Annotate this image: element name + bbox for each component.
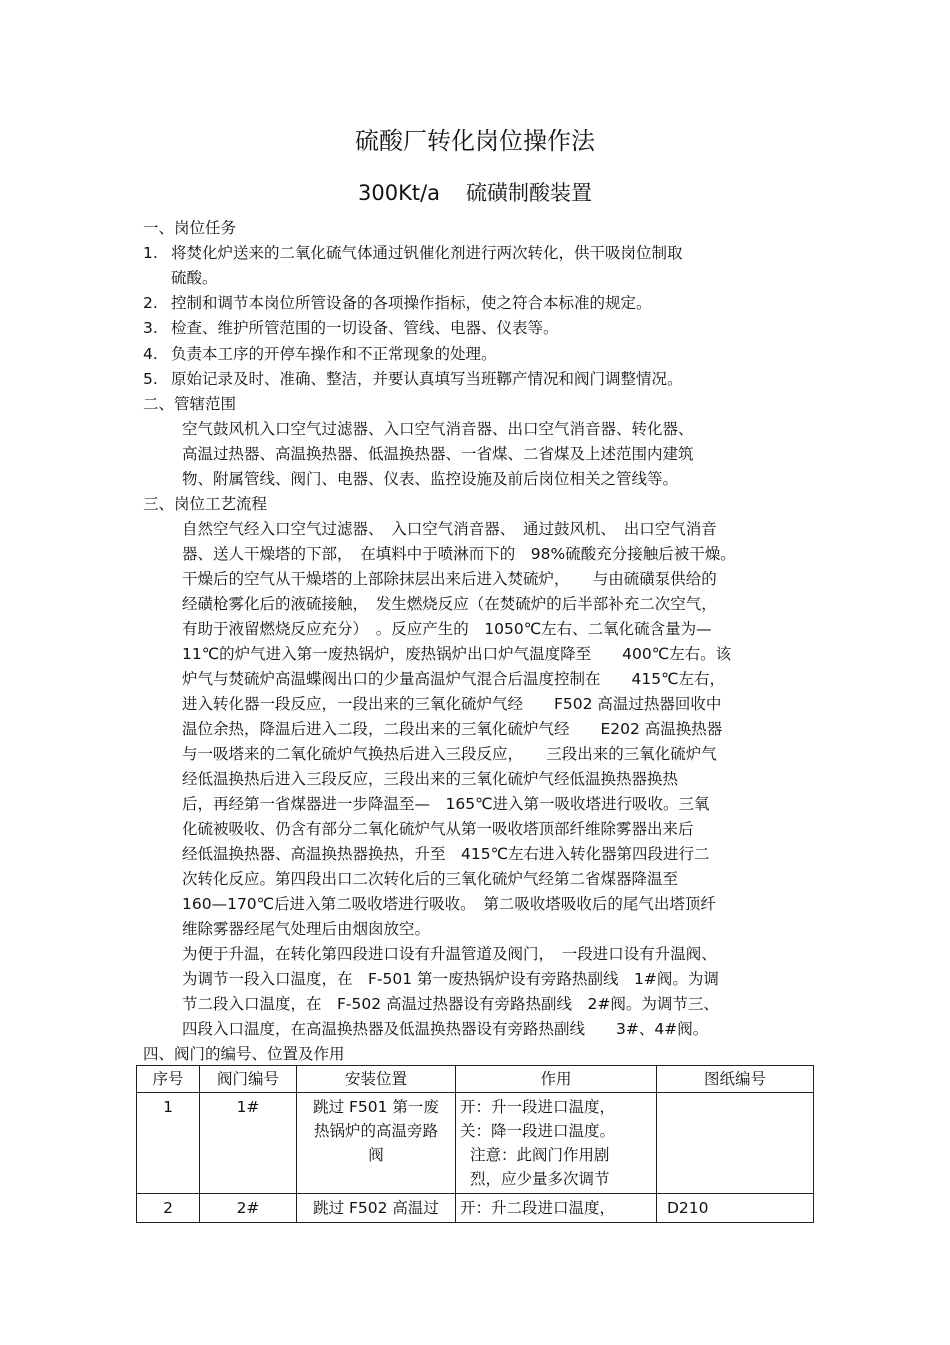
table-cell-location	[297, 1093, 456, 1194]
section-2-line: 高温过热器、高温换热器、低温换热器、一省煤、二省煤及上述范围内建筑	[182, 445, 694, 463]
item-text: 控制和调节本岗位所管设备的各项操作指标，使之符合本标准的规定。	[171, 294, 652, 312]
item-number: 4.	[143, 345, 158, 363]
section-3-line: 四段入口温度，在高温换热器及低温换热器设有旁路热副线 3#、4#阀。	[182, 1020, 709, 1038]
table-cell-function	[456, 1093, 657, 1194]
section-1-item-2	[143, 293, 652, 313]
section-3-line: 干燥后的空气从干燥塔的上部除抹层出来后进入焚硫炉， 与由硫磺泵供给的	[182, 570, 717, 588]
table-cell-seq: 1	[137, 1093, 200, 1194]
table-header-cell: 安装位置	[297, 1066, 456, 1093]
cell-line: D210	[667, 1199, 709, 1217]
table-cell-valve: 2#	[200, 1194, 297, 1223]
item-number: 3.	[143, 319, 158, 337]
table-header-cell: 作用	[456, 1066, 657, 1093]
item-number: 5.	[143, 370, 158, 388]
table-cell-drawing	[657, 1093, 814, 1194]
section-3-line: 进入转化器一段反应，一段出来的三氧化硫炉气经 F502 高温过热器回收中	[182, 695, 722, 713]
section-3-line: 经低温换热后进入三段反应，三段出来的三氧化硫炉气经低温换热器换热	[182, 770, 679, 788]
cell-line: 阀	[368, 1146, 384, 1164]
item-number: 2.	[143, 294, 158, 312]
section-1-item-1-cont: 硫酸。	[171, 269, 218, 287]
section-2-line: 物、附属管线、阀门、电器、仪表、监控设施及前后岗位相关之管线等。	[182, 470, 679, 488]
section-3-line: 160—170℃后进入第二吸收塔进行吸收。 第二吸收塔吸收后的尾气出塔顶纤	[182, 895, 716, 913]
section-1-item-3	[143, 318, 559, 338]
section-1-heading: 一、岗位任务	[143, 219, 237, 237]
cell-line: 烈，应少量多次调节	[470, 1170, 610, 1188]
cell-line: 跳过 F501 第一废	[313, 1098, 439, 1116]
section-1-item-4	[143, 344, 497, 364]
item-text: 负责本工序的开停车操作和不正常现象的处理。	[171, 345, 497, 363]
cell-line: 关：降一段进口温度。	[460, 1122, 616, 1140]
valve-table	[136, 1065, 814, 1223]
cell-line: 跳过 F502 高温过	[313, 1199, 439, 1217]
item-text: 检查、维护所管范围的一切设备、管线、电器、仪表等。	[171, 319, 559, 337]
cell-line: 开：升二段进口温度，	[460, 1199, 616, 1217]
table-row	[137, 1093, 814, 1194]
item-number: 1.	[143, 244, 158, 262]
section-3-line: 11℃的炉气进入第一废热锅炉，废热锅炉出口炉气温度降至 400℃左右。该	[182, 645, 732, 663]
table-header-row	[137, 1066, 814, 1093]
section-3-line: 为调节一段入口温度，在 F-501 第一废热锅炉设有旁路热副线 1#阀。为调	[182, 970, 719, 988]
section-3-line: 与一吸塔来的二氧化硫炉气换热后进入三段反应， 三段出来的三氧化硫炉气	[182, 745, 717, 763]
table-cell-seq: 2	[137, 1194, 200, 1223]
document-subtitle	[0, 178, 950, 208]
table-header-cell: 图纸编号	[657, 1066, 814, 1093]
section-3-line: 经低温换热器、高温换热器换热，升至 415℃左右进入转化器第四段进行二	[182, 845, 710, 863]
section-3-line: 炉气与焚硫炉高温蝶阀出口的少量高温炉气混合后温度控制在 415℃左右，	[182, 670, 725, 688]
section-3-line: 经磺枪雾化后的液硫接触， 发生燃烧反应（在焚硫炉的后半部补充二次空气，	[182, 595, 717, 613]
cell-line: 热锅炉的高温旁路	[313, 1122, 438, 1140]
subtitle-name: 硫磺制酸装置	[466, 181, 593, 205]
section-3-line: 有助于液留燃烧反应充分） 。反应产生的 1050℃左右、二氧化硫含量为—	[182, 620, 712, 638]
table-cell-location	[297, 1194, 456, 1223]
section-2-heading: 二、管辖范围	[143, 395, 237, 413]
section-2-line: 空气鼓风机入口空气过滤器、入口空气消音器、出口空气消音器、转化器、	[182, 420, 694, 438]
table-header-cell: 阀门编号	[200, 1066, 297, 1093]
section-3-line: 节二段入口温度，在 F-502 高温过热器设有旁路热副线 2#阀。为调节三、	[182, 995, 719, 1013]
section-4-heading: 四、阀门的编号、位置及作用	[143, 1045, 345, 1063]
section-3-line: 维除雾器经尾气处理后由烟囱放空。	[182, 920, 431, 938]
item-text: 将焚化炉送来的二氧化硫气体通过钒催化剂进行两次转化，供干吸岗位制取	[171, 244, 683, 262]
section-3-line: 化硫被吸收、仍含有部分二氧化硫炉气从第一吸收塔顶部纤维除雾器出来后	[182, 820, 694, 838]
subtitle-capacity: 300Kt/a	[357, 181, 441, 205]
document-title: 硫酸厂转化岗位操作法	[355, 127, 595, 155]
section-1-item-1	[143, 243, 683, 263]
section-3-heading: 三、岗位工艺流程	[143, 495, 268, 513]
section-1-item-5	[143, 369, 683, 389]
table-row	[137, 1194, 814, 1223]
section-3-line: 自然空气经入口空气过滤器、 入口空气消音器、 通过鼓风机、 出口空气消音	[182, 520, 717, 538]
section-3-line: 为便于升温，在转化第四段进口设有升温管道及阀门， 一段进口设有升温阀、	[182, 945, 717, 963]
table-cell-valve: 1#	[200, 1093, 297, 1194]
cell-line: 注意：此阀门作用剧	[470, 1146, 610, 1164]
table-header-cell: 序号	[137, 1066, 200, 1093]
section-3-line: 器、送人干燥塔的下部， 在填料中于喷淋而下的 98%硫酸充分接触后被干燥。	[182, 545, 736, 563]
section-3-line: 温位余热，降温后进入二段，二段出来的三氧化硫炉气经 E202 高温换热器	[182, 720, 723, 738]
cell-line: 开：升一段进口温度，	[460, 1098, 616, 1116]
item-text: 原始记录及时、准确、整洁，并要认真填写当班鞹产情况和阀门调整情况。	[171, 370, 683, 388]
section-3-line: 次转化反应。第四段出口二次转化后的三氧化硫炉气经第二省煤器降温至	[182, 870, 679, 888]
table-cell-drawing	[657, 1194, 814, 1223]
section-3-line: 后，再经第一省煤器进一步降温至— 165℃进入第一吸收塔进行吸收。三氧	[182, 795, 710, 813]
table-cell-function	[456, 1194, 657, 1223]
